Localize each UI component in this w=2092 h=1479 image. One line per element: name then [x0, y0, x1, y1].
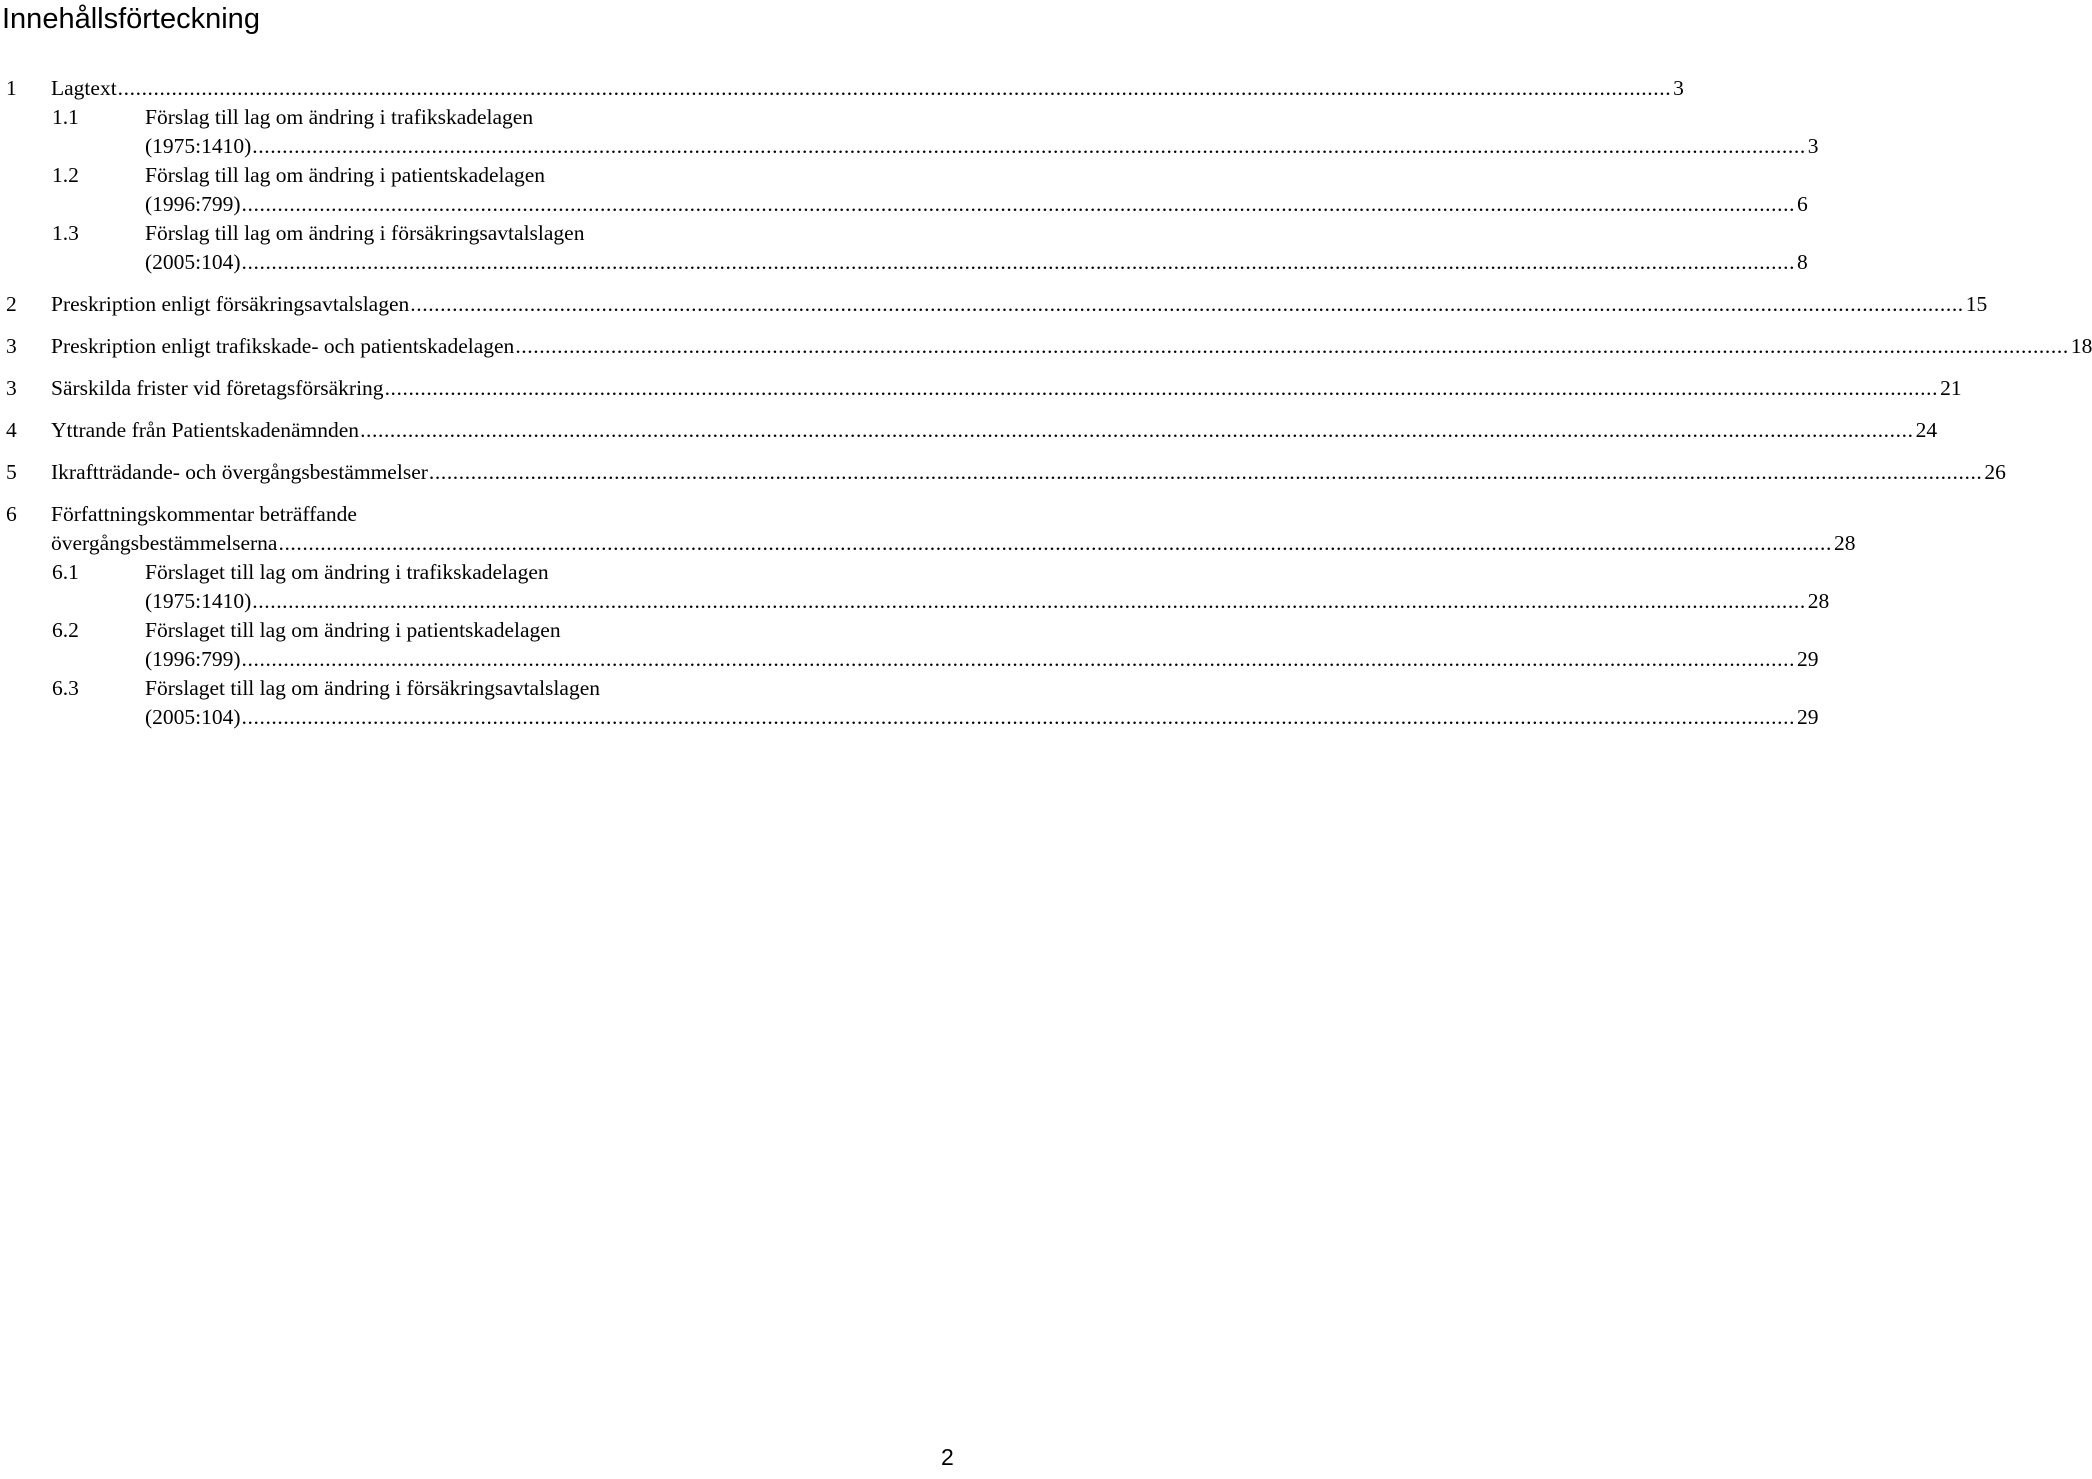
toc-entry-number: 6.1: [52, 560, 79, 584]
toc-entry-page: 21: [1940, 376, 1962, 400]
toc-leader-dots: ....................................................................................................................................................................................................................................................................: [515, 334, 2069, 358]
toc-entry-line[interactable]: [0, 558, 744, 587]
toc-entry-number: 1.1: [52, 105, 79, 129]
toc-entry-page: 26: [1984, 460, 2006, 484]
toc-entry-title: (1996:799): [145, 192, 241, 216]
toc-entry-line[interactable]: [0, 248, 1808, 277]
toc-leader-dots: ....................................................................................................................................................................................................................................................................: [252, 134, 1806, 158]
toc-entry-line[interactable]: [0, 132, 1819, 161]
page-number: 2: [941, 1444, 954, 1470]
toc-entry-line[interactable]: [0, 416, 1938, 445]
toc-entry-number: 3: [6, 334, 17, 358]
toc-entry-title: Förslaget till lag om ändring i försäkringsavtalslagen: [145, 676, 600, 700]
toc-entry-title: Förslaget till lag om ändring i patientskadelagen: [145, 618, 561, 642]
toc-entry-page: 18: [2070, 334, 2092, 358]
toc-leader-dots: ....................................................................................................................................................................................................................................................................: [278, 531, 1832, 555]
toc-entry-line[interactable]: [0, 219, 744, 248]
toc-entry-title: Yttrande från Patientskadenämnden: [51, 418, 360, 442]
toc-entry-page: 28: [1833, 531, 1856, 555]
toc-entry-number: 6.2: [52, 618, 79, 642]
toc-entry-line[interactable]: [0, 616, 744, 645]
toc-leader-dots: ....................................................................................................................................................................................................................................................................: [428, 460, 1983, 484]
toc-entry-line[interactable]: [0, 332, 2092, 361]
toc-leader-dots: ....................................................................................................................................................................................................................................................................: [241, 192, 1796, 216]
toc-entry-number: 1.3: [52, 221, 79, 245]
toc-entry-line[interactable]: [0, 645, 1819, 674]
toc-entry-page: 24: [1915, 418, 1938, 442]
toc-entry-line[interactable]: [0, 703, 1819, 732]
toc-entry-number: 6: [6, 502, 17, 526]
toc-leader-dots: ....................................................................................................................................................................................................................................................................: [360, 418, 1914, 442]
toc-entry-title: Preskription enligt trafikskade- och patientskadelagen: [51, 334, 515, 358]
toc-leader-dots: ....................................................................................................................................................................................................................................................................: [241, 647, 1796, 671]
toc-entry-page: 3: [1673, 76, 1684, 100]
toc-entry-line[interactable]: [0, 458, 2006, 487]
toc-entry-title: Särskilda frister vid företagsförsäkring: [51, 376, 384, 400]
toc-entry-line[interactable]: [0, 103, 744, 132]
toc-entry-number: 1: [6, 76, 17, 100]
toc-entry-page: 15: [1965, 292, 1988, 316]
toc-entry-title: Förslaget till lag om ändring i trafikskadelagen: [145, 560, 549, 584]
toc-entry-title: Förslag till lag om ändring i trafikskadelagen: [145, 105, 534, 129]
toc-entry-line[interactable]: [0, 190, 1808, 219]
toc-entry-title: Preskription enligt försäkringsavtalslagen: [51, 292, 410, 316]
toc-entry-title: (1975:1410): [145, 134, 252, 158]
toc-entry-number: 1.2: [52, 163, 79, 187]
toc-entry-number: 4: [6, 418, 17, 442]
toc-entry-page: 29: [1797, 705, 1819, 729]
toc-entry-title: (2005:104): [145, 705, 241, 729]
toc-entry-title: Ikraftträdande- och övergångsbestämmelser: [51, 460, 428, 484]
toc-entry-number: 5: [6, 460, 17, 484]
toc-entry-line[interactable]: [0, 161, 744, 190]
toc-entry-line[interactable]: [0, 674, 744, 703]
toc-leader-dots: ....................................................................................................................................................................................................................................................................: [117, 76, 1672, 100]
toc-entry-title: (1975:1410): [145, 589, 252, 613]
toc-entry-line[interactable]: [0, 374, 1962, 403]
toc-entry-page: 29: [1797, 647, 1819, 671]
toc-entry-line[interactable]: [0, 290, 1988, 319]
toc-entry-page: 3: [1807, 134, 1819, 158]
toc-entry-page: 6: [1797, 192, 1808, 216]
toc-entry-line[interactable]: [0, 500, 744, 529]
toc-entry-page: 28: [1807, 589, 1830, 613]
toc-leader-dots: ....................................................................................................................................................................................................................................................................: [384, 376, 1939, 400]
toc-entry-title: övergångsbestämmelserna: [51, 531, 278, 555]
toc-entry-page: 8: [1797, 250, 1808, 274]
toc-entry-title: (2005:104): [145, 250, 241, 274]
toc-leader-dots: ....................................................................................................................................................................................................................................................................: [241, 250, 1796, 274]
toc-entry-title: Förslag till lag om ändring i patientskadelagen: [145, 163, 546, 187]
toc-entry-line[interactable]: [0, 529, 1856, 558]
toc-entry-title: Författningskommentar beträffande: [51, 502, 357, 526]
toc-entry-title: (1996:799): [145, 647, 241, 671]
toc-leader-dots: ....................................................................................................................................................................................................................................................................: [410, 292, 1964, 316]
page-title: Innehållsförteckning: [2, 3, 260, 35]
toc-entry-line[interactable]: [0, 74, 1684, 103]
toc-entry-title: Förslag till lag om ändring i försäkringsavtalslagen: [145, 221, 585, 245]
toc-entry-number: 2: [6, 292, 17, 316]
toc-entry-title: Lagtext: [51, 76, 117, 100]
toc-entry-line[interactable]: [0, 587, 1830, 616]
toc-leader-dots: ....................................................................................................................................................................................................................................................................: [252, 589, 1806, 613]
toc-leader-dots: ....................................................................................................................................................................................................................................................................: [241, 705, 1796, 729]
toc-entry-number: 6.3: [52, 676, 79, 700]
toc-entry-number: 3: [6, 376, 17, 400]
